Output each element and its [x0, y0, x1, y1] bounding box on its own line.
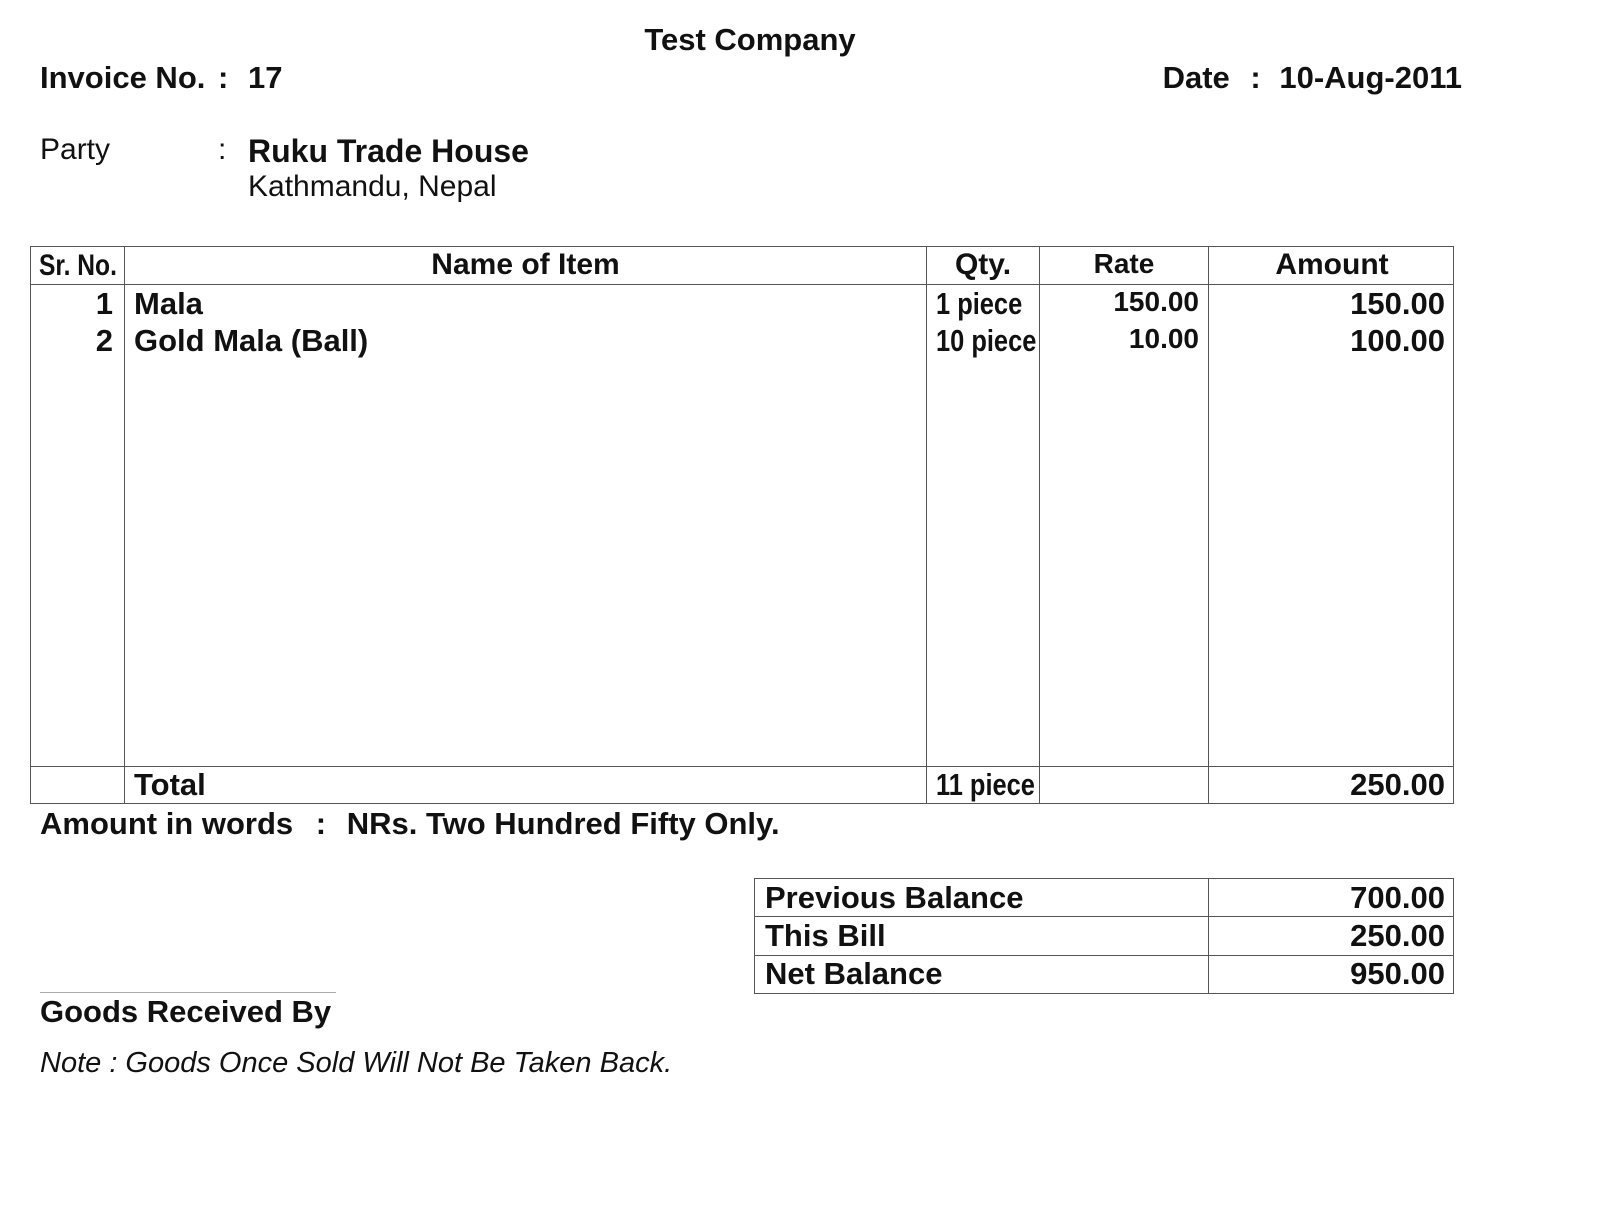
company-name: Test Company [644, 22, 856, 57]
row-2-amount: 100.00 [1350, 323, 1445, 358]
previous-balance-value: 700.00 [1350, 880, 1445, 915]
header-divider [31, 284, 1453, 285]
column-divider [1208, 247, 1209, 803]
party-name: Ruku Trade House [248, 133, 529, 169]
items-table [30, 246, 1454, 804]
header-qty: Qty. [954, 248, 1012, 281]
previous-balance-row [755, 879, 1453, 917]
row-1-amount: 150.00 [1350, 286, 1445, 321]
row-2-item: Gold Mala (Ball) [134, 323, 369, 358]
this-bill-label: This Bill [765, 918, 886, 953]
invoice-number-label: Invoice No. [40, 60, 206, 95]
amount-in-words-colon: : [315, 806, 327, 841]
total-amount: 250.00 [1350, 767, 1445, 802]
row-1-rate: 150.00 [1113, 286, 1199, 317]
net-balance-row [755, 955, 1453, 993]
date-value: 10-Aug-2011 [1279, 60, 1462, 95]
net-balance-label: Net Balance [765, 956, 943, 991]
row-1-qty: 1 piece [936, 286, 1023, 321]
invoice-number-colon: : [218, 60, 229, 95]
row-2-qty: 10 piece [936, 323, 1037, 358]
amount-in-words-value: NRs. Two Hundred Fifty Only. [346, 806, 780, 841]
total-label: Total [134, 767, 206, 802]
balance-summary-table [754, 878, 1454, 994]
party-colon: : [218, 133, 227, 166]
this-bill-row [755, 917, 1453, 955]
previous-balance-label: Previous Balance [765, 880, 1024, 915]
this-bill-value: 250.00 [1350, 918, 1445, 953]
net-balance-value: 950.00 [1350, 956, 1445, 991]
header-rate: Rate [1093, 248, 1155, 279]
party-label: Party [40, 133, 111, 166]
header-sr-no: Sr. No. [39, 249, 117, 282]
total-divider [31, 766, 1453, 767]
header-amount: Amount [1275, 248, 1389, 281]
party-address: Kathmandu, Nepal [248, 170, 497, 203]
date-colon: : [1250, 60, 1261, 95]
row-2-rate: 10.00 [1128, 323, 1199, 354]
invoice-date [1163, 60, 1462, 96]
footer-note: Note : Goods Once Sold Will Not Be Taken Back. [40, 1047, 673, 1079]
signature-line [40, 992, 336, 993]
amount-in-words [40, 806, 780, 842]
row-1-sr: 1 [95, 286, 113, 321]
amount-in-words-label: Amount in words [40, 806, 294, 841]
column-divider [124, 247, 125, 803]
row-1-item: Mala [134, 286, 203, 321]
column-divider [926, 247, 927, 803]
row-2-sr: 2 [95, 323, 113, 358]
goods-received-by: Goods Received By [40, 994, 332, 1029]
header-item-name: Name of Item [431, 248, 620, 281]
date-label: Date [1162, 60, 1230, 95]
invoice-number-value: 17 [248, 60, 283, 95]
total-qty: 11 piece [936, 767, 1035, 802]
